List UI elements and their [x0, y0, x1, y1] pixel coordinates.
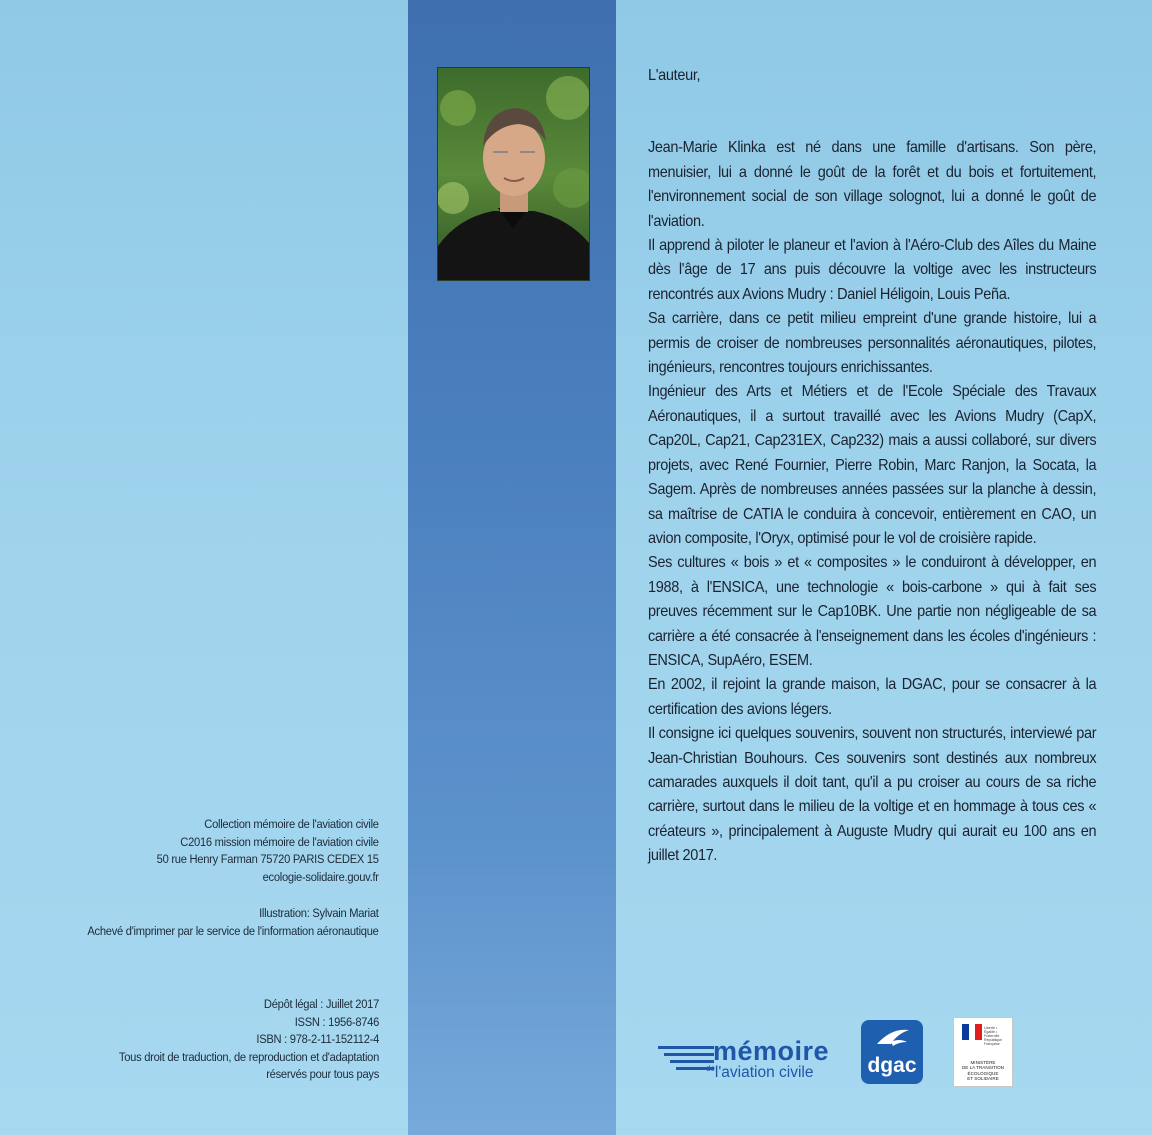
- bio-paragraph: Ingénieur des Arts et Métiers et de l'Ecole Spéciale des Travaux Aéronautiques, il a surtout travaillé avec les Avions Mudry (CapX, Cap20L, Cap21, Cap231EX, Cap232) mais a aussi collaboré, sur divers projets, avec René Fournier, Pierre Robin, Marc Ranjon, la Socata, la Sagem. Après de nombreuses années passées sur la planche à dessin, sa maîtrise de CATIA le conduira à concevoir, entièrement en CAO, un avion composite, l'Oryx, optimisé pour le vol de croisière rapide.: [648, 383, 1097, 547]
- memoire-subtitle: [706, 1064, 814, 1082]
- author-photo: [437, 67, 590, 281]
- ministry-line: ÉCOLOGIQUE: [967, 1070, 999, 1076]
- bird-icon: [861, 1020, 923, 1056]
- memoire-de: de: [706, 1064, 715, 1073]
- colophon-line: Achevé d'imprimer par le service de l'information aéronautique: [87, 923, 379, 938]
- colophon-line: Illustration: Sylvain Mariat: [259, 906, 379, 920]
- colophon-line: 50 rue Henry Farman 75720 PARIS CEDEX 15: [156, 852, 379, 867]
- ministry-logo: [953, 1017, 1013, 1087]
- colophon-line: C2016 mission mémoire de l'aviation civile: [180, 834, 379, 849]
- bio-paragraph: Ses cultures « bois » et « composites » le conduiront à développer, en 1988, à l'ENSICA, une technologie « bois-carbone » qui à fait ses preuves récemment sur le Cap10BK. Une partie non négligeable de sa carrière a été consacrée à l'enseignement dans les écoles d'ingénieurs : ENSICA, SupAéro, ESEM.: [648, 554, 1097, 669]
- colophon-line: Tous droit de traduction, de reproduction et d'adaptation: [118, 1049, 379, 1064]
- colophon-line: Dépôt légal : Juillet 2017: [263, 997, 379, 1011]
- colophon-line: Collection mémoire de l'aviation civile: [204, 817, 379, 831]
- author-biography: [648, 64, 1096, 869]
- bio-paragraph: Il consigne ici quelques souvenirs, souvent non structurés, interviewé par Jean-Christian Bouhours. Ces souvenirs sont destinés aux nombreux camarades auxquels il doit tant, qu'il a pu croiser au cours de sa riche carrière, surtout dans le milieu de la voltige et en hommage à tous ces « créateurs », principalement à Auguste Mudry qui aurait eu 100 ans en juillet 2017.: [648, 725, 1097, 865]
- bio-paragraph: Sa carrière, dans ce petit milieu empreint d'une grande histoire, lui a permis de croiser de nombreuses personnalités aéronautiques, pilotes, ingénieurs, rencontres toujours enrichissantes.: [648, 310, 1097, 377]
- colophon-line: ISSN : 1956-8746: [294, 1014, 379, 1029]
- memoire-wordmark: mémoire: [713, 1036, 830, 1066]
- ministry-name: [957, 1060, 1009, 1082]
- ministry-line: MINISTÈRE: [970, 1060, 996, 1065]
- ministry-line: DE LA TRANSITION: [961, 1065, 1005, 1071]
- colophon-legal: [119, 996, 379, 1084]
- bio-paragraph: En 2002, il rejoint la grande maison, la DGAC, pour se consacrer à la certification des avions légers.: [648, 676, 1097, 718]
- dgac-logo: [861, 1020, 923, 1084]
- bio-paragraph: Jean-Marie Klinka est né dans une famille d'artisans. Son père, menuisier, lui a donné le goût de la forêt et du bois et fortuitement, l'environnement social de son village solognot, lui a donné le goût de l'aviation.: [648, 139, 1097, 230]
- ministry-line: ET SOLIDAIRE: [967, 1076, 999, 1082]
- colophon-website: ecologie-solidaire.gouv.fr: [262, 869, 379, 884]
- colophon-line: ISBN : 978-2-11-152112-4: [256, 1032, 379, 1047]
- colophon-credits: [88, 905, 379, 940]
- colophon-publisher: [157, 816, 379, 886]
- colophon-line: réservés pour tous pays: [266, 1067, 379, 1082]
- french-flag-icon: [962, 1024, 982, 1040]
- republic-motto: Liberté • Égalité • Fraternité République Française: [984, 1026, 1003, 1046]
- bio-salutation: L'auteur,: [648, 67, 701, 84]
- dgac-wordmark: dgac: [867, 1054, 917, 1077]
- memoire-aviation-civile-logo: [656, 1036, 848, 1084]
- memoire-subtitle-text: l'aviation civile: [714, 1064, 814, 1081]
- bio-paragraph: Il apprend à piloter le planeur et l'avion à l'Aéro-Club des Aîles du Maine dès l'âge de 17 ans puis découvre la voltige avec les instructeurs rencontrés aux Avions Mudry : Daniel Héligoin, Louis Peña.: [648, 237, 1097, 303]
